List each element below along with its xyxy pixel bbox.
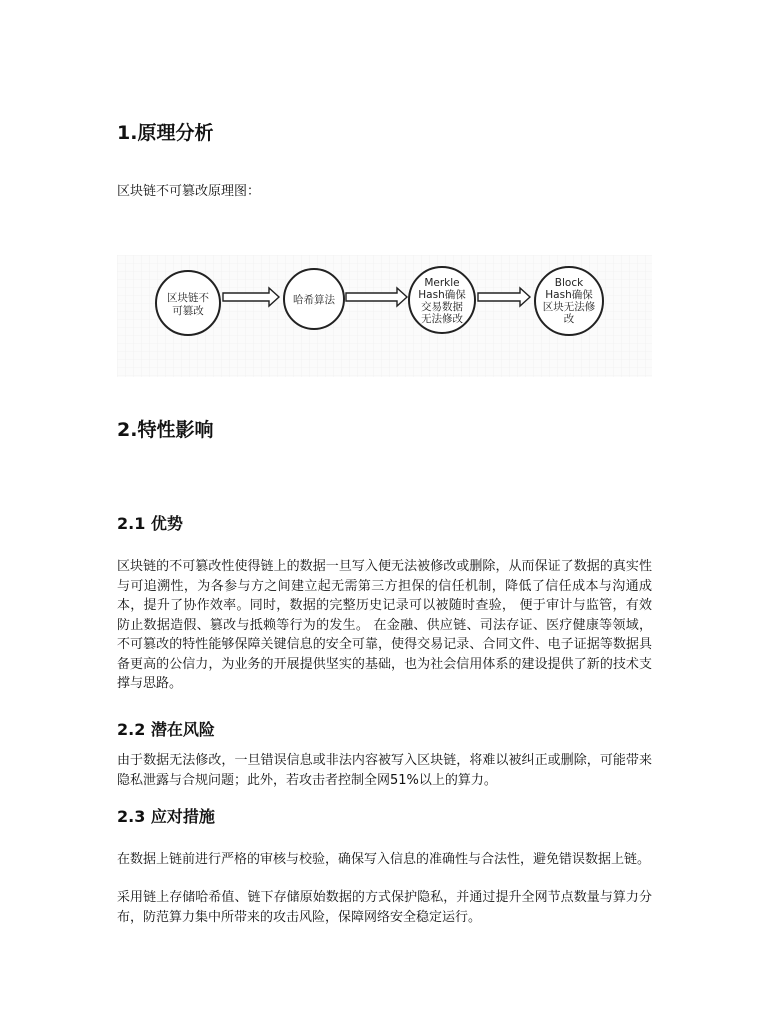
node-4-line-1: Block [554, 277, 584, 289]
node-4-line-3: 区块无法修 [542, 301, 596, 313]
section-2-heading: 2.特性影响 [117, 419, 214, 441]
node-3-line-3: 交易数据 [421, 301, 463, 313]
node-3-line-4: 无法修改 [421, 313, 463, 325]
subsection-2-1-body: 区块链的不可篡改性使得链上的数据一旦写入便无法被修改或删除，从而保证了数据的真实性与可追溯性，为各参与方之间建立起无需第三方担保的信任机制，降低了信任成本与沟通成本，提升了协作效率。同时，数据的完整历史记录可以被随时查验， 便于审计与监管，有效防止数据造假、篡改与抵赖等行为的发生。 在金融、供应链、司法存证、医疗健康等领域，不可篡改的特性能够保障关键信息的安全可靠，使得交易记录、合同文件、电子证据等数据具备更高的公信力，为业务的开展提供坚实的基础，也为社会信用体系的建设提供了新的技术支撑与思路。 [117, 559, 652, 691]
section-1-heading: 1.原理分析 [117, 122, 214, 144]
tamper-proof-diagram [117, 255, 652, 377]
node-4-line-4: 改 [563, 313, 575, 325]
node-3-line-1: Merkle [424, 277, 460, 289]
subsection-2-1-heading: 2.1 优势 [117, 514, 183, 533]
subsection-2-3-body-1: 在数据上链前进行严格的审核与校验，确保写入信息的准确性与合法性，避免错误数据上链。 [117, 852, 651, 867]
node-3-line-2: Hash确保 [418, 289, 466, 301]
node-2-line-1: 哈希算法 [293, 294, 335, 306]
node-1-line-1: 区块链不 [167, 292, 209, 304]
node-1-line-2: 可篡改 [172, 305, 204, 317]
section-1-intro: 区块链不可篡改原理图： [117, 184, 261, 199]
subsection-2-3-body-2: 采用链上存储哈希值、链下存储原始数据的方式保护隐私，并通过提升全网节点数量与算力分布，防范算力集中所带来的攻击风险，保障网络安全稳定运行。 [117, 890, 652, 925]
subsection-2-2-heading: 2.2 潜在风险 [117, 720, 215, 739]
node-4-line-2: Hash确保 [545, 289, 593, 301]
subsection-2-2-body: 由于数据无法修改，一旦错误信息或非法内容被写入区块链，将难以被纠正或删除，可能带来隐私泄露与合规问题；此外，若攻击者控制全网51%以上的算力。 [117, 753, 652, 788]
subsection-2-3-heading: 2.3 应对措施 [117, 807, 215, 826]
